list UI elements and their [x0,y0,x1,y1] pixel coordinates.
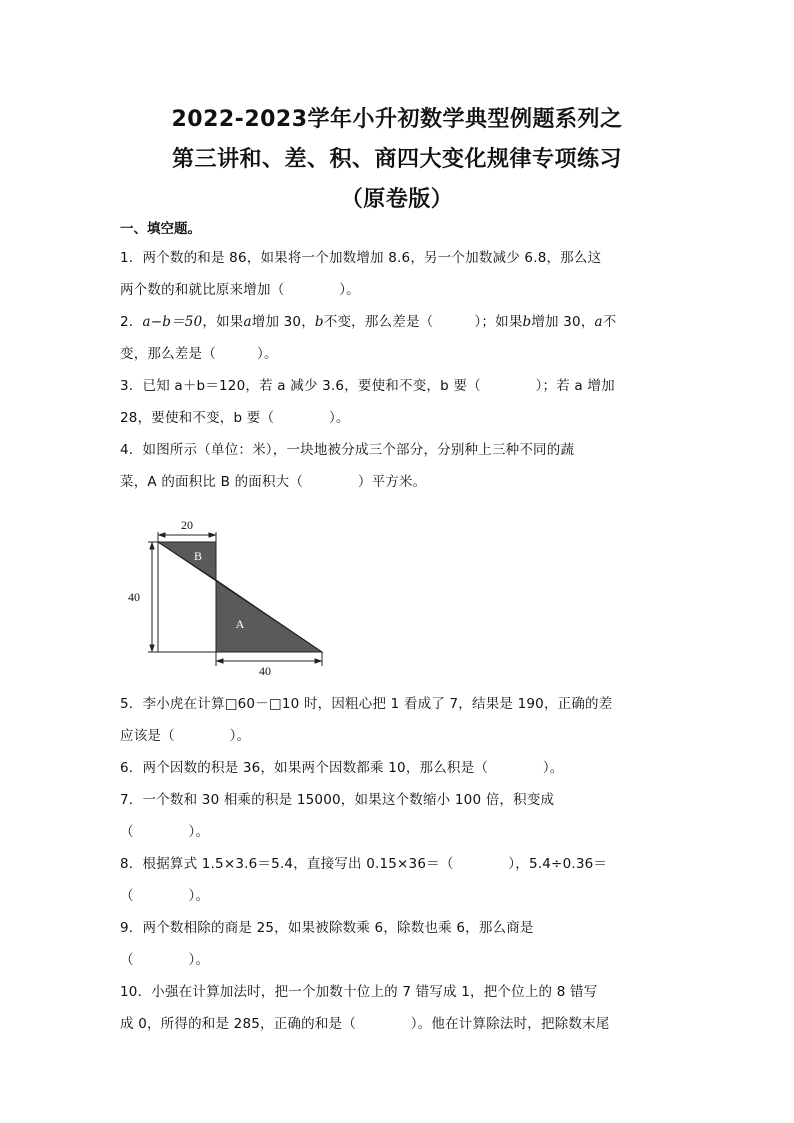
question-1-line-2: 两个数的和就比原来增加（ ）。 [120,282,360,298]
arrow-head [150,645,154,651]
question-9-line-2: （ ）。 [120,952,210,968]
arrow-head [315,659,321,663]
label-left: 40 [128,590,140,604]
question-3-line-1: 3．已知 a＋b＝120，若 a 减少 3.6，要使和不变，b 要（ ）；若 a 增加 [120,378,615,394]
question-7-line-1: 7．一个数和 30 相乘的积是 15000，如果这个数缩小 100 倍，积变成 [120,792,555,808]
arrow-head [150,543,154,549]
title-block [0,100,794,220]
question-1-line-1: 1．两个数的和是 86，如果将一个加数增加 8.6，另一个加数减少 6.8，那么这 [120,250,602,266]
question-9-line-1: 9．两个数相除的商是 25，如果被除数乘 6，除数也乘 6，那么商是 [120,920,534,936]
question-2-line-1 [120,306,680,338]
question-10-line-2: 成 0，所得的和是 285，正确的和是（ ）。他在计算除法时，把除数末尾 [120,1016,610,1032]
section-heading: 一、填空题。 [120,221,201,237]
label-b: B [193,549,203,563]
question-5 [120,688,680,752]
question-10-line-1: 10．小强在计算加法时，把一个加数十位上的 7 错写成 1，把个位上的 8 错写 [120,984,598,1000]
question-7 [120,784,680,848]
variable-a: a [243,314,252,330]
arrow-head [217,659,223,663]
variable-b: b [522,314,532,330]
question-4-line-1: 4．如图所示（单位：米），一块地被分成三个部分，分别种上三种不同的蔬 [120,442,575,458]
arrow-head [209,533,215,537]
label-top: 20 [181,518,193,532]
question-3 [120,370,680,434]
label-bottom: 40 [259,664,271,678]
land-diagram [126,498,346,678]
variable-a: a [594,314,603,330]
arrow-head [159,533,165,537]
question-2-expression: a−b＝50 [142,314,203,330]
question-3-line-2: 28，要使和不变，b 要（ ）。 [120,410,350,426]
question-4-line-2: 菜，A 的面积比 B 的面积大（ ）平方米。 [120,474,427,490]
question-list [120,218,680,1040]
question-2-text-2: 增加 30， [251,314,315,330]
question-2 [120,306,680,370]
question-2-text-4: 增加 30， [531,314,595,330]
variable-b: b [314,314,324,330]
question-2-text-3: 不变，那么差是（ ）；如果 [323,314,523,330]
label-a: A [235,617,245,631]
title-line-3: （原卷版） [340,187,454,212]
question-6-line-1: 6．两个因数的积是 36，如果两个因数都乘 10，那么积是（ ）。 [120,760,564,776]
question-8-line-2: （ ）。 [120,888,210,904]
question-8-line-1: 8．根据算式 1.5×3.6＝5.4，直接写出 0.15×36＝（ ），5.4÷0.36＝ [120,856,608,872]
geometry-figure [120,498,680,688]
question-5-line-1: 5．李小虎在计算□60－□10 时，因粗心把 1 看成了 7，结果是 190，正确的差 [120,696,613,712]
question-10 [120,976,680,1040]
question-2-text-1: ，如果 [202,314,244,330]
question-5-line-2: 应该是（ ）。 [120,728,251,744]
question-6 [120,752,680,784]
question-7-line-2: （ ）。 [120,824,210,840]
question-4 [120,434,680,498]
question-2-line-2: 变，那么差是（ ）。 [120,346,278,362]
title-line-1: 2022-2023学年小升初数学典型例题系列之 [171,107,623,132]
title-line-2: 第三讲和、差、积、商四大变化规律专项练习 [171,147,622,172]
question-9 [120,912,680,976]
question-2-text-5: 不 [602,314,617,330]
question-2-number: 2． [120,314,143,330]
question-8 [120,848,680,912]
question-1 [120,242,680,306]
